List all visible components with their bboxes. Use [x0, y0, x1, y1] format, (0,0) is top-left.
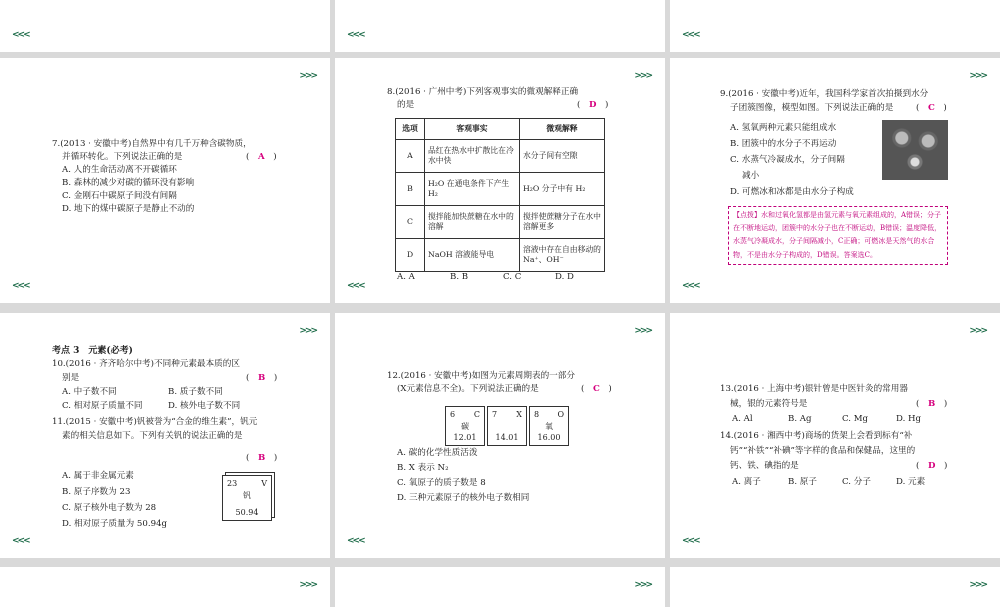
slide-q7: [0, 58, 330, 303]
q13-option: C. Mg: [842, 414, 869, 424]
slide-s3: [0, 313, 330, 558]
carbon-element-cell: 6 C 碳 12.01: [445, 406, 485, 446]
prev-nav-icon[interactable]: <<<: [347, 281, 364, 291]
prev-nav-icon[interactable]: <<<: [682, 536, 699, 546]
section-heading: 考点 3 元素(必考): [52, 346, 133, 356]
q11-option: D. 相对原子质量为 50.94g: [62, 519, 168, 529]
table-row: B H₂O 在通电条件下产生 H₂ H₂O 分子中有 H₂: [396, 173, 605, 206]
slide-r0-c1: [335, 0, 665, 52]
q11-option: B. 原子序数为 23: [62, 487, 131, 497]
q8-choice: B. B: [450, 272, 469, 282]
slide-r3-c2: [670, 567, 1000, 607]
q11-stem-cont: 素的相关信息如下。下列有关钒的说法正确的是: [62, 431, 243, 441]
table-header: 选项: [396, 119, 425, 140]
q14-option: C. 分子: [842, 477, 871, 487]
q8-choice: A. A: [397, 272, 415, 282]
next-nav-icon[interactable]: >>>: [634, 326, 651, 336]
q10-option: C. 相对原子质量不同: [62, 401, 143, 411]
prev-nav-icon[interactable]: <<<: [12, 536, 29, 546]
q7-option: D. 地下的煤中碳原子是静止不动的: [62, 204, 195, 214]
q8-table: [395, 118, 605, 272]
q9-option-cont: 减小: [742, 171, 760, 181]
vanadium-element-cell: 23 V 钒 50.94: [222, 475, 272, 521]
q10-option: D. 核外电子数不同: [168, 401, 241, 411]
q8-answer: ( D ): [577, 100, 609, 110]
q9-option: D. 可燃冰和冰都是由水分子构成: [730, 187, 854, 197]
q8-choice: C. C: [503, 272, 522, 282]
slide-q9: [670, 58, 1000, 303]
q12-option: B. X 表示 N₂: [397, 463, 449, 473]
table-row: D NaOH 溶液能导电 溶液中存在自由移动的 Na⁺、OH⁻: [396, 239, 605, 272]
q14-answer: ( D ): [916, 461, 948, 471]
next-nav-icon[interactable]: >>>: [634, 71, 651, 81]
q8-stem-cont: 的是: [397, 100, 415, 110]
next-nav-icon[interactable]: >>>: [634, 580, 651, 590]
next-nav-icon[interactable]: >>>: [969, 71, 986, 81]
q13-option: D. Hg: [896, 414, 922, 424]
q9-stem-cont: 子团簇图像，模型如图。下列说法正确的是: [730, 103, 894, 113]
q8-choice: D. D: [555, 272, 574, 282]
q8-stem: 8.(2016 · 广州中考)下列客观事实的微观解释正确: [387, 87, 579, 97]
next-nav-icon[interactable]: >>>: [299, 326, 316, 336]
q13-stem-cont: 械，银的元素符号是: [730, 399, 808, 409]
q12-option: D. 三种元素原子的核外电子数相同: [397, 493, 530, 503]
q12-option: A. 碳的化学性质活泼: [397, 448, 478, 458]
prev-nav-icon[interactable]: <<<: [347, 536, 364, 546]
slide-r3-c0: [0, 567, 330, 607]
table-row: C 搅拌能加快蔗糖在水中的溶解 搅拌使蔗糖分子在水中溶解更多: [396, 206, 605, 239]
q10-stem: 10.(2016 · 齐齐哈尔中考)不同种元素最本质的区: [52, 359, 240, 369]
q13-option: A. Al: [732, 414, 753, 424]
slide-r0-c0: [0, 0, 330, 52]
q14-option: A. 离子: [732, 477, 761, 487]
prev-nav-icon[interactable]: <<<: [347, 30, 364, 40]
q7-answer: ( A ): [246, 152, 277, 162]
prev-nav-icon[interactable]: <<<: [12, 281, 29, 291]
q10-stem-cont: 别是: [62, 373, 80, 383]
slide-q12: [335, 313, 665, 558]
next-nav-icon[interactable]: >>>: [299, 71, 316, 81]
x-element-cell: 7 X 14.01: [487, 406, 527, 446]
slide-q13-q14: [670, 313, 1000, 558]
q9-answer: ( C ): [916, 103, 947, 113]
q9-stem: 9.(2016 · 安徽中考)近年，我国科学家首次拍摄到水分: [720, 89, 929, 99]
q10-answer: ( B ): [246, 373, 278, 383]
q10-option: B. 质子数不同: [168, 387, 223, 397]
next-nav-icon[interactable]: >>>: [299, 580, 316, 590]
q9-hint-box: 【点拨】水和过氧化氢都是由氢元素与氧元素组成的，A错误；分子在不断地运动，团簇中的水分子也在不断运动，B错误；温度降低，水蒸气冷凝成水，分子间隔减小，C正确；可燃冰是天然气的水合物，不是由水分子构成的，D错误。答案选C。: [728, 206, 948, 265]
q9-option: A. 氢氧两种元素只能组成水: [730, 123, 837, 133]
q11-option: A. 属于非金属元素: [62, 471, 134, 481]
q7-option: A. 人的生命活动离不开碳循环: [62, 165, 177, 175]
slide-r0-c2: [670, 0, 1000, 52]
prev-nav-icon[interactable]: <<<: [12, 30, 29, 40]
next-nav-icon[interactable]: >>>: [969, 326, 986, 336]
q9-option: C. 水蒸气冷凝成水，分子间隔: [730, 155, 845, 165]
table-header: 微观解释: [520, 119, 605, 140]
prev-nav-icon[interactable]: <<<: [682, 281, 699, 291]
q7-option: B. 森林的减少对碳的循环没有影响: [62, 178, 195, 188]
q11-stem: 11.(2015 · 安徽中考)钒被誉为“合金的维生素”，钒元: [52, 417, 258, 427]
q12-answer: ( C ): [581, 384, 612, 394]
q14-stem-cont: 钙”“补铁”“补碘”等字样的食品和保健品，这里的: [730, 446, 916, 456]
q13-stem: 13.(2016 · 上海中考)银针曾是中医针灸的常用器: [720, 384, 908, 394]
q14-option: B. 原子: [788, 477, 817, 487]
q7-stem: 7.(2013 · 安徽中考)自然界中有几千万种含碳物质，: [52, 139, 252, 149]
q12-option: C. 氧原子的质子数是 8: [397, 478, 486, 488]
q7-option: C. 金刚石中碳原子间没有间隔: [62, 191, 177, 201]
q10-option: A. 中子数不同: [62, 387, 117, 397]
table-header: 客观事实: [425, 119, 520, 140]
q14-stem-cont: 钙、铁、碘指的是: [730, 461, 799, 471]
table-row: A 品红在热水中扩散比在冷水中快 水分子间有空隙: [396, 140, 605, 173]
prev-nav-icon[interactable]: <<<: [682, 30, 699, 40]
next-nav-icon[interactable]: >>>: [969, 580, 986, 590]
q13-answer: ( B ): [916, 399, 948, 409]
q9-option: B. 团簇中的水分子不再运动: [730, 139, 837, 149]
water-cluster-image: [882, 120, 948, 180]
slide-q8: [335, 58, 665, 303]
slide-r3-c1: [335, 567, 665, 607]
q11-answer: ( B ): [246, 453, 278, 463]
q14-option: D. 元素: [896, 477, 926, 487]
oxygen-element-cell: 8 O 氧 16.00: [529, 406, 569, 446]
q14-stem: 14.(2016 · 湘西中考)商场的货架上会看到标有“补: [720, 431, 913, 441]
q12-stem: 12.(2016 · 安徽中考)如图为元素周期表的一部分: [387, 371, 575, 381]
q11-option: C. 原子核外电子数为 28: [62, 503, 157, 513]
q12-stem-cont: (X元素信息不全)。下列说法正确的是: [397, 384, 539, 394]
q13-option: B. Ag: [788, 414, 812, 424]
q7-stem-cont: 并循环转化。下列说法正确的是: [62, 152, 183, 162]
